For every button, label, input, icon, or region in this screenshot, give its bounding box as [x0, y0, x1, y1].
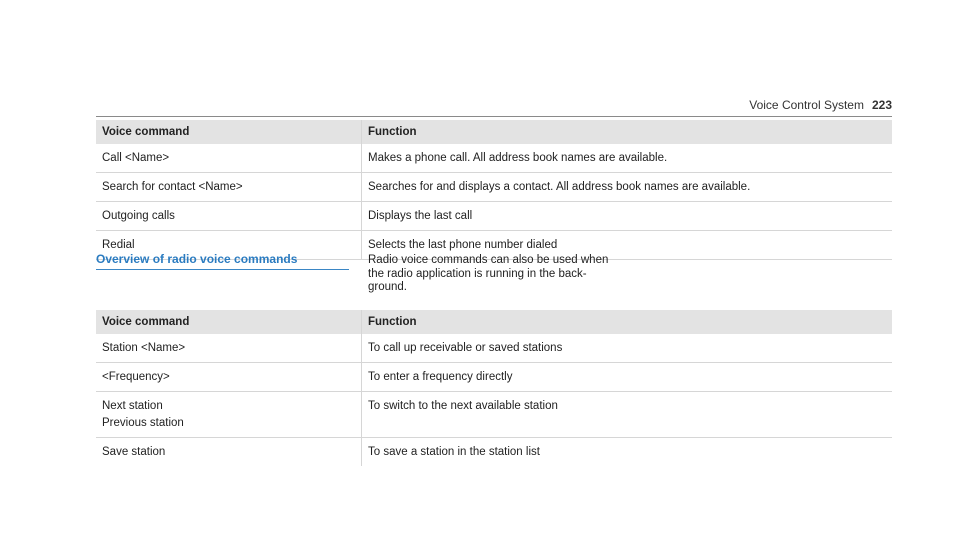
voice-command: Redial: [102, 239, 135, 251]
table-row: [96, 334, 892, 363]
voice-command-cell: [96, 392, 362, 438]
column-header-voice-command: Voice command: [96, 310, 362, 334]
table-row: [96, 392, 892, 438]
radio-commands-table: [96, 310, 892, 466]
voice-command: Previous station: [102, 417, 184, 429]
voice-command-cell: [96, 334, 362, 363]
table-row: [96, 173, 892, 202]
phone-commands-table: [96, 120, 892, 260]
voice-command: Call <Name>: [102, 152, 170, 164]
voice-command: Save station: [102, 446, 166, 458]
header-title: Voice Control System: [749, 98, 864, 112]
function-cell: Selects the last phone number dialed: [362, 231, 893, 260]
voice-command: <Frequency>: [102, 371, 170, 383]
voice-command: Search for contact <Name>: [102, 181, 243, 193]
voice-command-cell: [96, 144, 362, 173]
function-cell: To save a station in the station list: [368, 446, 540, 458]
voice-command: Next station: [102, 400, 163, 412]
function-cell: To call up receivable or saved stations: [362, 334, 893, 363]
section-body-line: Radio voice commands can also be used when: [368, 254, 609, 266]
voice-command-cell: [96, 438, 362, 467]
section-body: [368, 254, 618, 295]
column-header-function: Function: [362, 120, 893, 144]
function-cell: Searches for and displays a contact. All address book names are available.: [362, 173, 893, 202]
table-row: [96, 202, 892, 231]
voice-command: Station <Name>: [102, 342, 186, 354]
section-body-line: ground.: [368, 281, 408, 293]
table-header-row: [96, 120, 892, 144]
table-row: [96, 363, 892, 392]
page-header: [0, 98, 892, 112]
table-row: [96, 438, 892, 467]
function-cell: Makes a phone call. All address book names are available.: [362, 144, 893, 173]
function-cell: To enter a frequency directly: [362, 363, 893, 392]
column-header-voice-command: Voice command: [96, 120, 362, 144]
table-header-row: [96, 310, 892, 334]
function-cell: To switch to the next available station: [362, 392, 893, 438]
voice-command: Outgoing calls: [102, 210, 175, 222]
voice-command-cell: [96, 202, 362, 231]
voice-command-cell: [96, 363, 362, 392]
section-title: Overview of radio voice commands: [96, 252, 349, 270]
section-body-line: the radio application is running in the back-: [368, 267, 587, 280]
header-divider: [96, 116, 892, 117]
voice-command-cell: [96, 173, 362, 202]
column-header-function: Function: [362, 310, 893, 334]
page-number: 223: [871, 98, 892, 112]
function-cell: Displays the last call: [362, 202, 893, 231]
table-row: [96, 144, 892, 173]
